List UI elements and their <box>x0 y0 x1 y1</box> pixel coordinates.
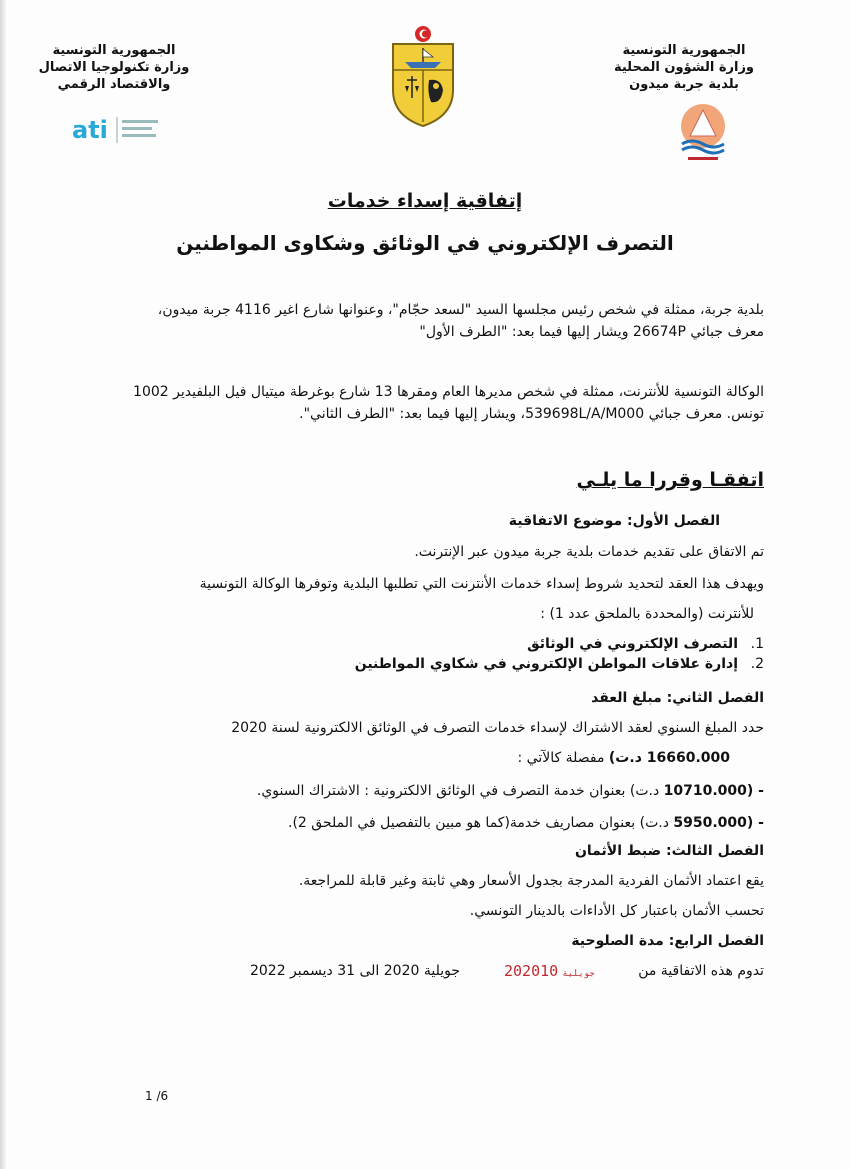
header-right-republic: الجمهورية التونسية <box>622 43 746 58</box>
chapter-two-heading: الفصل الثاني: مبلغ العقد <box>591 690 764 706</box>
list-item-text: إدارة علاقات المواطن الإلكتروني في شكاوي المواطنين <box>354 656 738 672</box>
list-item-number: 2. <box>750 656 764 672</box>
party-two-line: الوكالة التونسية للأنترنت، ممثلة في شخص مديرها العام ومقرها 13 شارع بوغرطة ميتيال فيل البلفيدير 1002 <box>133 384 764 400</box>
sub-one-amount: - (10710.000 <box>663 783 764 799</box>
chapter-two-line: حدد المبلغ السنوي لعقد الاشتراك لإسداء خدمات التصرف في الوثائق الالكترونية لسنة 2020 <box>231 720 764 736</box>
chapter-one-line: تم الاتفاق على تقديم خدمات بلدية جربة ميدون عبر الإنترنت. <box>414 544 764 560</box>
validity-end: جويلية 2020 الى 31 ديسمبر 2022 <box>249 963 460 979</box>
djerba-midoun-logo-icon <box>672 100 734 164</box>
scan-edge <box>0 0 6 1169</box>
list-item-number: 1. <box>750 636 764 652</box>
sub-one-text: د.ت) بعنوان خدمة التصرف في الوثائق الالكترونية : الاشتراك السنوي. <box>256 783 664 799</box>
header-right-municipality: بلدية جربة ميدون <box>629 77 739 92</box>
chapter-three-heading: الفصل الثالث: ضبط الأثمان <box>574 843 764 859</box>
sub-two-amount: - (5950.000 <box>673 815 764 831</box>
list-item-text: التصرف الإلكتروني في الوثائق <box>527 636 738 652</box>
validity-start: تدوم هذه الاتفاقية من <box>638 963 764 979</box>
header-right <box>604 42 764 93</box>
party-one-paragraph <box>74 299 764 343</box>
list-item <box>164 654 764 674</box>
page-number: 1 /6 <box>145 1089 169 1103</box>
ati-logo-icon <box>70 112 166 148</box>
chapter-three-line: تحسب الأثمان باعتبار كل الأداءات بالدينار التونسي. <box>469 903 764 919</box>
chapter-one-line: للأنترنت (والمحددة بالملحق عدد 1) : <box>540 606 754 622</box>
chapter-two-sub-one <box>257 783 764 799</box>
total-suffix: مفصلة كالآتي : <box>517 750 609 766</box>
header-left-ministry-cont: والاقتصاد الرقمي <box>57 77 171 92</box>
svg-text:ati: ati <box>72 116 108 144</box>
tunisia-emblem-icon <box>383 24 463 128</box>
document-title: إتفاقية إسداء خدمات <box>327 190 523 212</box>
chapter-three-line: يقع اعتماد الأثمان الفردية المدرجة بجدول الأسعار وهي ثابتة وغير قابلة للمراجعة. <box>298 873 764 889</box>
stamp-month: جويلية <box>562 969 595 979</box>
sub-two-text: د.ت) بعنوان مصاريف خدمة(كما هو مبين بالتفصيل في الملحق 2). <box>288 815 674 831</box>
header-left <box>34 42 194 93</box>
stamp-year: 2020 <box>504 962 541 980</box>
chapter-four-heading: الفصل الرابع: مدة الصلوحية <box>571 933 764 949</box>
party-one-line: بلدية جربة، ممثلة في شخص رئيس مجلسها السيد "لسعد حجّام"، وعنوانها شارع اغير 4116 جربة ميدون، <box>157 302 764 318</box>
stamp-day: 10 <box>540 962 559 980</box>
document-subtitle: التصرف الإلكتروني في الوثائق وشكاوى المواطنين <box>176 231 674 255</box>
header-left-republic: الجمهورية التونسية <box>52 43 176 58</box>
party-two-paragraph <box>74 381 764 425</box>
list-item <box>164 634 764 654</box>
chapter-one-heading: الفصل الأول: موضوع الاتفاقية <box>508 513 720 529</box>
service-list <box>164 634 764 674</box>
chapter-two-sub-two <box>288 815 764 831</box>
agreement-heading: اتفقـا وقررا ما يلـي <box>576 469 764 491</box>
chapter-two-total <box>517 750 730 766</box>
total-amount: 16660.000 د.ت) <box>608 750 730 766</box>
header-left-ministry: وزارة تكنولوجيا الاتصال <box>38 60 190 75</box>
header-right-ministry: وزارة الشؤون المحلية <box>613 60 755 75</box>
party-two-line: تونس. معرف جبائي 539698L/A/M000، ويشار إليها فيما بعد: "الطرف الثاني". <box>299 406 764 422</box>
date-stamp <box>504 962 599 980</box>
chapter-one-line: ويهدف هذا العقد لتحديد شروط إسداء خدمات الأنترنت التي تطلبها البلدية وتوفرها الوكالة التونسية <box>199 576 764 592</box>
party-one-line: معرف جبائي 26674P ويشار إليها فيما بعد: "الطرف الأول" <box>419 324 764 340</box>
